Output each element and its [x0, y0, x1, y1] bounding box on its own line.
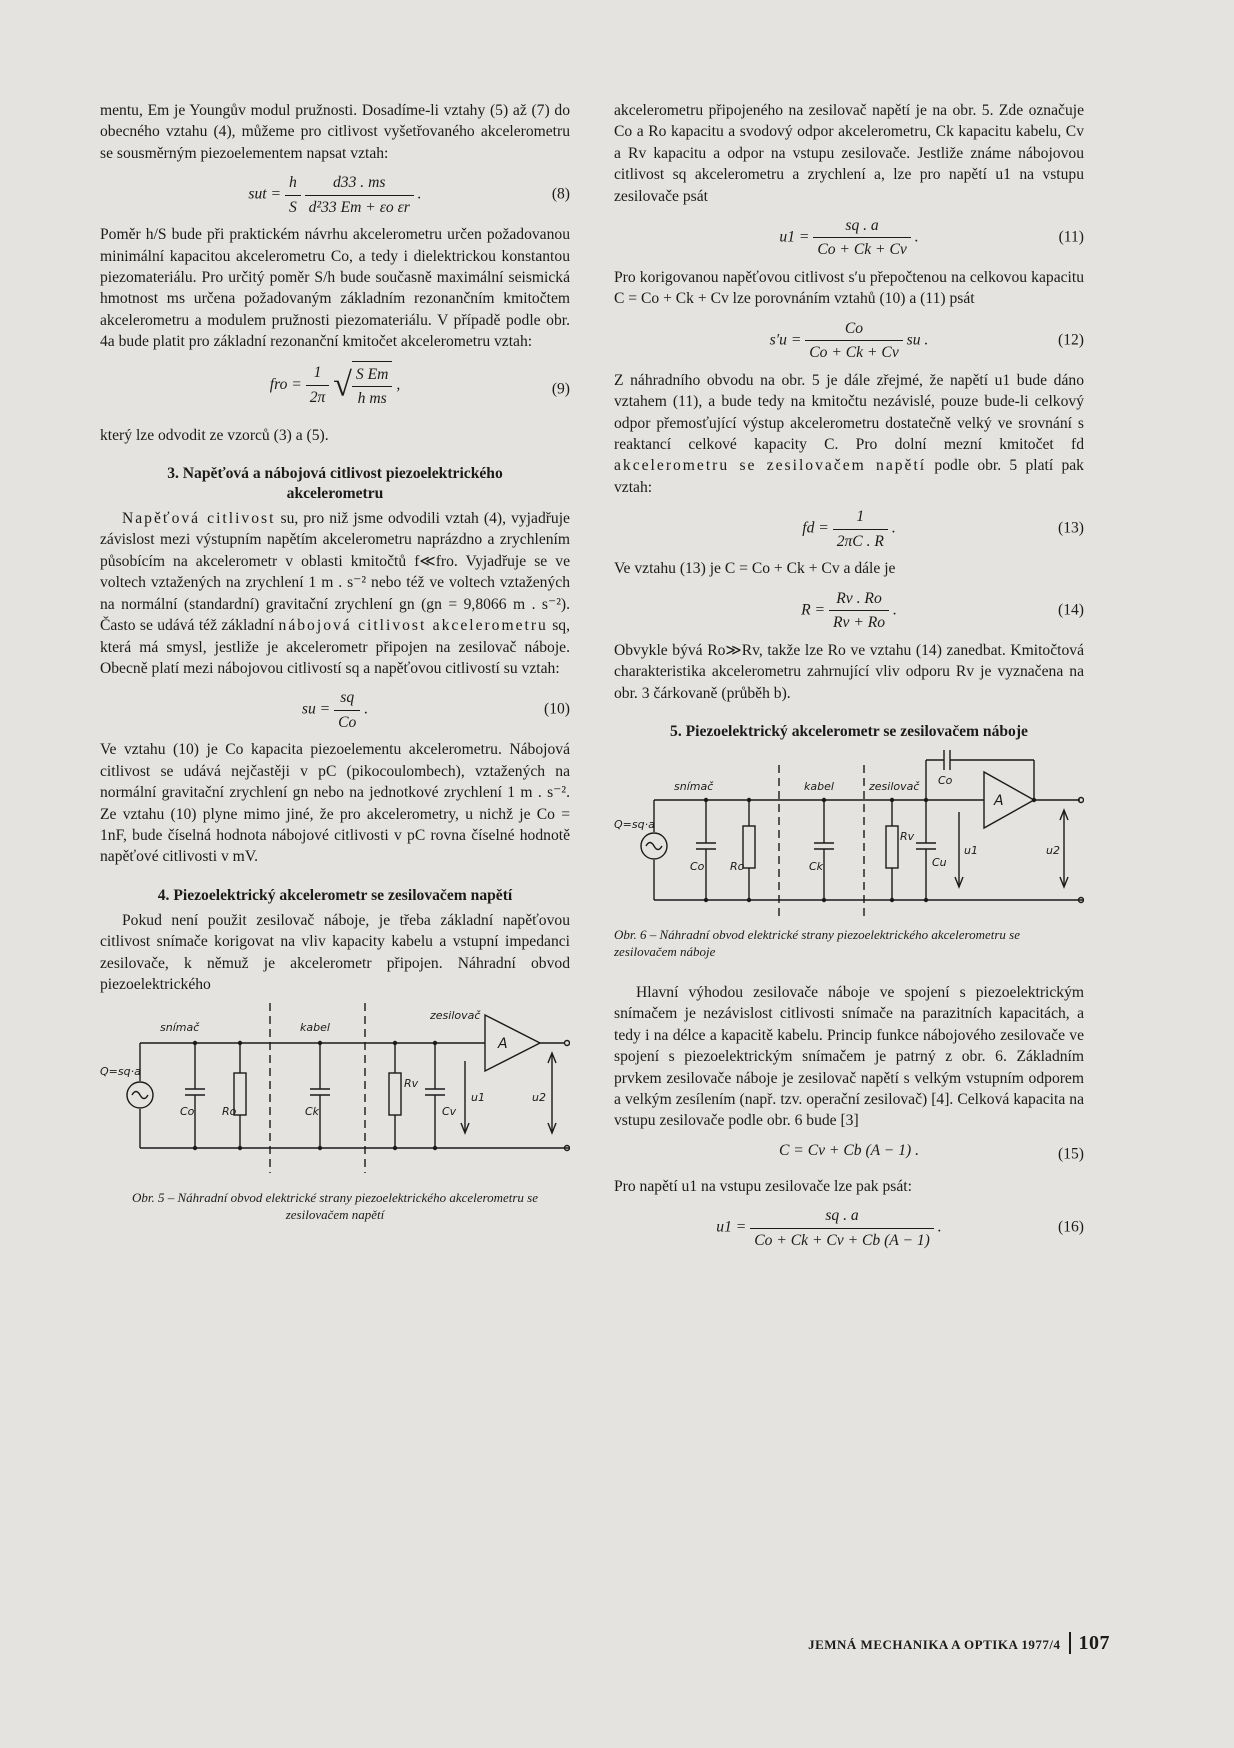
page-footer: [770, 1632, 1110, 1655]
equation-number: (11): [1058, 228, 1084, 246]
label-cu: Cu: [932, 855, 947, 869]
label-kabel: kabel: [804, 779, 834, 793]
label-amp: A: [994, 792, 1004, 809]
label-ro: Ro: [730, 859, 745, 873]
label-ck: Ck: [809, 859, 824, 873]
page-number: 107: [1069, 1632, 1111, 1654]
section-heading-5: 5. Piezoelektrický akcelerometr se zesilovačem náboje: [670, 722, 1028, 740]
paragraph: Napěťová citlivost su, pro niž jsme odvodili vztah (4), vyjadřuje závislost mezi výstupním napětím akcelerometru naprázdno a zrychlením působícím na akcelerometr v oblasti kmitočtů f≪fro. Vyjadřuje se ve voltech vztažených na zrychlení 1 m . s⁻² nebo též ve voltech vztažených na normální (standardní) gravitační zrychlení gn (gn = 9,8066 m . s⁻²). Často se udává též základní nábojová citlivost akcelerometru sq, která má smysl, jestliže je akcelerometr připojen na zesilovač náboje. Obecně platí mezi nábojovou citlivostí sq a napěťovou citlivostí su vztah:: [100, 510, 570, 677]
label-co: Co: [180, 1105, 195, 1119]
section-heading-3: 3. Napěťová a nábojová citlivost piezoelektrického akcelerometru: [167, 465, 503, 503]
equation-13: fd = $\frac{1}{2\pi C . R}$ . (13): [802, 508, 1084, 550]
label-ck: Ck: [305, 1105, 320, 1119]
label-cv: Cv: [442, 1105, 457, 1119]
label-u1: u1: [471, 1091, 485, 1105]
label-source: Q=sq·a: [614, 817, 655, 831]
figure-caption-5: Obr. 5 – Náhradní obvod elektrické strany piezoelektrického akcelerometru se zesilovačem napětí: [131, 1190, 538, 1223]
equation-number: (13): [1058, 519, 1084, 537]
figure-6: [614, 750, 1084, 960]
label-u2: u2: [532, 1091, 546, 1105]
circuit-diagram-6: [614, 750, 1084, 920]
left-column: [100, 100, 570, 1227]
equation-9: fro = $\frac{1}{2\pi}$ √ $\frac{\text{S Em}}{\text{h ms}}$ , (9): [100, 361, 570, 417]
paragraph: Ve vztahu (10) je Co kapacita piezoelementu akcelerometru. Nábojová citlivost se udává nejčastěji v pC (pikocoulombech), vztažených na normální gravitační zrychlení gn nebo na jednotkové zrychlení 1 m . s⁻². Ze vztahu (10) plyne mimo jiné, že pro akcelerometry, u nichž je Co = 1nF, bude číselná hodnota nábojové citlivosti v pC rovna číselné hodnotě napěťové citlivosti v mV.: [100, 741, 570, 866]
paragraph: Ve vztahu (13) je C = Co + Ck + Cv a dále je: [614, 560, 896, 578]
equation-number: (14): [1058, 600, 1084, 618]
paragraph: Pro napětí u1 na vstupu zesilovače lze pak psát:: [614, 1177, 912, 1195]
journal-name: JEMNÁ MECHANIKA A OPTIKA 1977/4: [808, 1637, 1061, 1652]
equation-16: u1 = $\frac{sq . a}{Co + Ck + Cv + Cb (A - 1)}$ . (16): [716, 1207, 1084, 1249]
label-u1: u1: [964, 843, 978, 857]
equation-number: (9): [551, 379, 570, 397]
section-heading-4: 4. Piezoelektrický akcelerometr se zesilovačem napětí: [157, 886, 513, 904]
circuit-diagram-5: [100, 1003, 570, 1183]
paragraph: který lze odvodit ze vzorců (3) a (5).: [100, 426, 329, 444]
label-zesilovac: zesilovač: [430, 1009, 481, 1023]
equation-number: (8): [551, 185, 570, 203]
paragraph: akcelerometru připojeného na zesilovač napětí je na obr. 5. Zde označuje Co a Ro kapacitu a svodový odpor akcelerometru, Ck kapacitu kabelu, Cv a Rv kapacitu a odpor na vstupu zesilovače. Jestliže známe nábojovou citlivost sq akcelerometru a zrychlení a, lze pro napětí u1 na vstupu zesilovače psát: [614, 102, 1084, 205]
figure-5: [100, 1003, 570, 1223]
label-snimac: snímač: [674, 779, 714, 793]
right-column: [614, 100, 1084, 1257]
equation-number: (15): [1058, 1145, 1084, 1163]
equation-number: (16): [1058, 1218, 1084, 1236]
figure-caption-6: Obr. 6 – Náhradní obvod elektrické strany piezoelektrického akcelerometru se zesilovačem náboje: [614, 926, 1021, 959]
paragraph: mentu, Em je Youngův modul pružnosti. Dosadíme-li vztahy (5) až (7) do obecného vztahu (4), můžeme pro citlivost vyšetřovaného akcelerometru se sousměrným piezoelementem napsat vztah:: [100, 102, 570, 162]
equation-12: s′u = $\frac{Co}{Co + Ck + Cv}$ su . (12): [769, 319, 1084, 362]
equation-number: (12): [1058, 331, 1084, 349]
label-rv: Rv: [900, 829, 915, 843]
paragraph: Pokud není použit zesilovač náboje, je třeba základní napěťovou citlivost snímače korigovat na vliv kapacity kabelu a vstupní impedanci zesilovače, k němuž je akcelerometr připojen. Náhradní obvod piezoelektrického: [100, 911, 570, 993]
label-cf: Co: [938, 773, 953, 787]
label-co: Co: [690, 859, 705, 873]
label-source: Q=sq·a: [100, 1065, 141, 1079]
paragraph: Pro korigovanou napěťovou citlivost s′u přepočtenou na celkovou kapacitu C = Co + Ck + Cv lze porovnáním vztahů (10) a (11) psát: [614, 269, 1084, 308]
paragraph: Poměr h/S bude při praktickém návrhu akcelerometru určen požadovanou minimální kapacitou akcelerometru Co, a tedy i dielektrickou konstantou piezomateriálu. Pro určitý poměr S/h bude současně maximální seismická hmotnost ms určena požadovaným základním rezonančním kmitočtem akcelerometru a modulem pružnosti piezomateriálu. V případě podle obr. 4a bude platit pro základní rezonanční kmitočet akcelerometru vztah:: [100, 226, 570, 351]
equation-8: sut = $\frac{h}{S}$ $\frac{d33 . ms}{\text{d²33 Em + εo εr}}$ . (8): [248, 174, 570, 216]
label-ro: Ro: [222, 1105, 237, 1119]
label-zesilovac: zesilovač: [869, 779, 920, 793]
label-rv: Rv: [404, 1077, 419, 1091]
equation-10: su = $\frac{sq}{Co}$ . (10): [301, 689, 570, 731]
label-u2: u2: [1046, 843, 1060, 857]
paragraph: Hlavní výhodou zesilovače náboje ve spojení s piezoelektrickým snímačem je nezávislost citlivosti snímače na parazitních kapacitách, a tedy i na délce a kapacitě kabelu. Princip funkce nábojového zesilovače ve spojení s piezoelektrickým snímačem je patrný z obr. 6. Základním prvkem zesilovače náboje je zesilovač napětí s velkým vstupním odporem a velkým zesílením (např. tzv. operační zesilovač) [4]. Celková kapacita na vstupu zesilovače podle obr. 6 bude [3]: [614, 983, 1084, 1130]
label-amp: A: [498, 1036, 508, 1053]
equation-number: (10): [544, 700, 570, 718]
equation-15: C = Cv + Cb (A − 1) . (15): [614, 1140, 1084, 1168]
paragraph: Z náhradního obvodu na obr. 5 je dále zřejmé, že napětí u1 bude dáno vztahem (11), a bude tedy na kmitočtu nezávislé, pouze bude-li celkový odpor přemosťující výstup akcelerometru dostatečně velký ve srovnání s reaktancí celkové kapacity C. Pro dolní mezní kmitočet fd akcelerometru se zesilovačem napětí podle obr. 5 platí pak vztah:: [614, 371, 1084, 496]
paragraph: Obvykle bývá Ro≫Rv, takže lze Ro ve vztahu (14) zanedbat. Kmitočtová charakteristika akcelerometru zahrnující vliv odporu Rv je vyznačena na obr. 3 čárkovaně (průběh b).: [614, 641, 1084, 702]
equation-11: u1 = $\frac{sq . a}{Co + Ck + Cv}$ . (11): [779, 217, 1084, 259]
label-snimac: snímač: [160, 1021, 200, 1035]
equation-14: R = $\frac{Rv . Ro}{Rv + Ro}$ . (14): [801, 589, 1084, 632]
label-kabel: kabel: [300, 1021, 330, 1035]
